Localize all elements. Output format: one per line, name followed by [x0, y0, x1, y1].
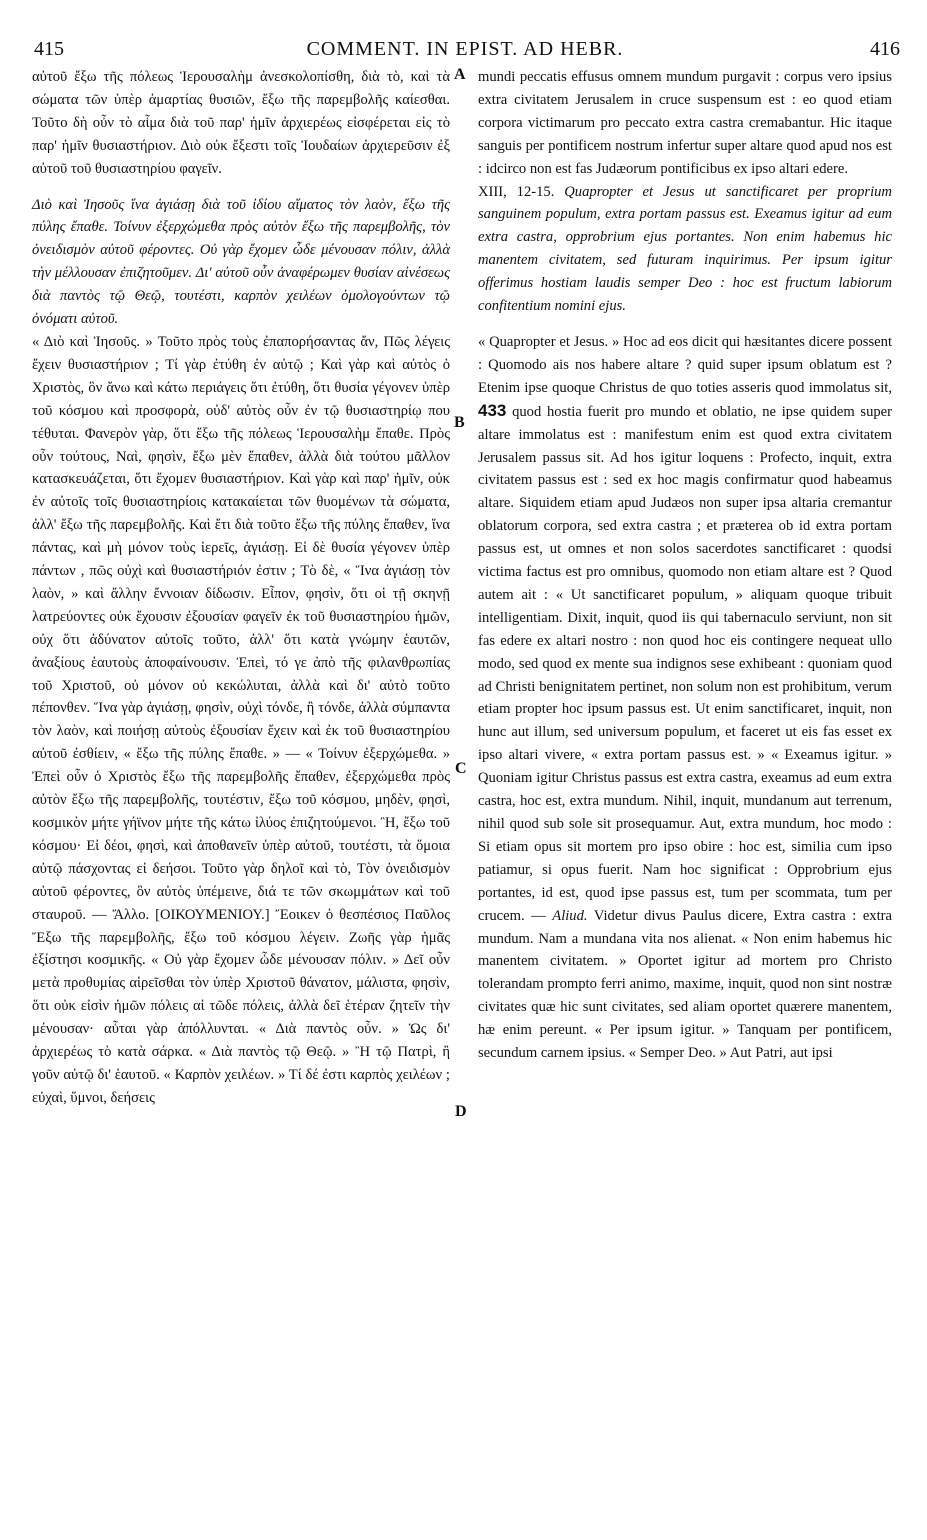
margin-marker-d: D [455, 1103, 467, 1120]
alius-label: Aliud. [552, 907, 588, 924]
greek-scripture-text: Διὸ καὶ Ἰησοῦς ἵνα ἁγιάσῃ διὰ τοῦ ἰδίου αἵματος τὸν λαὸν, ἔξω τῆς πύλης ἔπαθε. Τοίνυν ἐξερχώμεθα πρὸς αὐτὸν ἔξω τῆς παρεμβολῆς, τὸν ὀνειδισμὸν αὐτοῦ φέροντες. Οὐ γὰρ ἔχομεν ὧδε μένουσαν πόλιν, ἀλλὰ τὴν μέλλουσαν ἐπιζητοῦμεν. Δι' αὐτοῦ οὖν ἀναφέρωμεν θυσίαν αἰνέσεως διὰ παντὸς τῷ Θεῷ, τουτέστι, καρπὸν χειλέων ὁμολογούντων τῷ ὀνόματι αὐτοῦ. [32, 196, 450, 328]
latin-scripture-block [478, 181, 892, 318]
margin-marker-c: C [455, 760, 467, 777]
margin-marker-b: B [454, 414, 465, 431]
page-header [30, 38, 900, 68]
latin-commentary-part-2: quod hostia fuerit pro mundo et oblatio, ne ipse quidem super altare immolatus est : manifestum enim est quod extra civitatem Jerusalem passus sit. Ad hos igitur loquens : Profecto, inquit, extra civitatem passus est : sed ex hoc magis confirmatur quod habeamus altare. Siquidem etiam apud Judæos non super ipsa altaria cremantur oblatorum corpora, sed extra castra ; et præterea ob id extra portam passus est, ut omnes et non solos sacerdotes sanctificaret : quodsi victima factus est pro omnibus, quomodo non etiam altare est ? Quod autem ait : « Ut sanctificaret populum, » aliquam quoque tribuit intelligentiam. Dixit, inquit, quod iis qui tabernaculo serviunt, non sit fas edere ex altari nostro : non quod hoc eis contingere nequeat ullo modo, sed quod ex mente sua indignos sese exhibeant : quoniam quod ad Christi benignitatem pertinet, non solum non est prohibitum, verum etiam propter hoc ipsum passus est. Ut enim sanctificaret, inquit, non hunc aut illum, sed universum populum, et faceret ut eis fas esset ex ipso altari vivere, « extra portam passus est. » « Exeamus igitur. » Quoniam igitur Christus passus est extra castra, exeamus ad eum extra castra, hoc est, extra mundum. Nihil, inquit, mundanum aut terrenum, nihil quod sub sole sit prosequamur. Aut, extra mundum, hoc modo : Si etiam opus sit mortem pro ipso obire : hoc est, similia cum ipso patiamur, si opus fuerit. Nam hoc significat : Opprobrium ejus portantes, id est, quod ipse passus est, tum per scommata, tum per crucem. — [478, 403, 892, 924]
page-number-right: 416 [870, 38, 900, 60]
greek-column [32, 66, 450, 1110]
verse-reference: XIII, 12-15. [478, 183, 555, 200]
greek-paragraph-1: αὐτοῦ ἔξω τῆς πόλεως Ἱερουσαλὴμ ἀνεσκολοπίσθη, διὰ τὸ, καὶ τὰ σώματα τῶν ὑπὲρ ἁμαρτίας θυσιῶν, ἔξω τῆς παρεμβολῆς καίεσθαι. Τοῦτο δὴ οὖν τὸ αἷμα διὰ τοῦ παρ' ἡμῖν ἀρχιερέως εἰσφέρεται εἰς τὸ παρ' ἡμῖν θυσιαστήριον. Διὸ οὐκ ἔξεστι τοῖς Ἰουδαίων ἀρχιερεῦσιν ἐξ αὐτοῦ τοῦ θυσιαστηρίου φαγεῖν. [32, 69, 450, 177]
latin-paragraph-1: mundi peccatis effusus omnem mundum purgavit : corpus vero ipsius extra civitatem Jerusalem in cruce suspensum est : eo quod etiam corpora victimarum pro peccato extra castra cremabantur. Hic itaque sanguis per pontificem nostrum infertur super altare quod apud nos est : idcirco non est fas Judæorum pontificibus ex ipso altari edere. [478, 69, 892, 177]
latin-scripture-text: Quapropter et Jesus ut sanctificaret per proprium sanguinem populum, extra portam passus est. Exeamus igitur ad eum extra castra, opprobrium ejus portantes. Non enim habemus hic manentem civitatem, sed futuram inquirimus. Per ipsum igitur offerimus hostiam laudis semper Deo : hoc est fructum labiorum confitentium nomini ejus. [478, 183, 892, 315]
page-number-left: 415 [34, 38, 64, 60]
latin-commentary [478, 331, 892, 1065]
latin-column [478, 66, 892, 1065]
margin-marker-a: A [454, 66, 466, 83]
latin-commentary-part-3: Videtur divus Paulus dicere, Extra castra : extra mundum. Nam a mundana vita nos alienat. « Non enim habemus hic manentem civitatem. » Oportet igitur ad mortem pro Christo tolerandam prompto ferri animo, maxime, inquit, quod non sint nostræ civitates quæ hic sunt civitates, sed aliam oportet quærere manentem, hæ enim pereunt. « Per ipsum igitur. » Tanquam per pontificem, secundum carnem ipsius. « Semper Deo. » Aut Patri, aut ipsi [478, 907, 892, 1062]
column-number: 433 [478, 400, 507, 420]
greek-commentary: « Διὸ καὶ Ἰησοῦς. » Τοῦτο πρὸς τοὺς ἐπαπορήσαντας ἄν, Πῶς λέγεις ἔχειν θυσιαστήριον ; Τί γὰρ ἐτύθη ἐν αὐτῷ ; Καὶ γὰρ καὶ αὐτὸς ὁ Χριστὸς, ὃν ἄνω καὶ κάτω περιάγεις ὅτι ἐτύθη, ὅτι θυσία γέγονεν ὑπὲρ τοῦ κόσμου καὶ προσφορὰ, οὐδ' αὐτὸς οὖν ἐν τῷ θυσιαστηρίῳ που τέθυται. Φανερὸν γὰρ, ὅτι ἔξω τῆς πόλεως Ἱερουσαλὴμ ἔπαθε. Πρὸς οὖν τούτους, Ναὶ, φησὶν, ἔξω μὲν ἔπαθεν, ἀλλὰ διὰ τούτου μᾶλλον κατασκευάζεται, ὅτι ἔχομεν θυσιαστήριον. Καὶ γὰρ καὶ παρ' ἡμῖν, οὐκ ἐν αὐτοῖς τοῖς θυσιαστηρίοις κατακαίεται τῶν θυομένων τὰ σώματα, ἀλλ' ἔξω τῆς παρεμβολῆς. Καὶ ἔτι διὰ τοῦτο ἔξω τῆς πύλης ἔπαθεν, ἵνα πάντας, καὶ μὴ μόνον τοὺς ἱερεῖς, ἁγιάσῃ. Εἰ δὲ θυσία γέγονεν ὑπὲρ πάντων , πῶς οὐχὶ καὶ θυσιαστήριόν ἐστιν ; Τὸ δὲ, « Ἵνα ἁγιάσῃ τὸν λαὸν, » καὶ ἄλλην ἔννοιαν δίδωσιν. Εἶπον, φησὶν, ὅτι οἱ τῇ σκηνῇ λατρεύοντες οὐκ ἔχουσιν ἐξουσίαν φαγεῖν ἐκ τοῦ θυσιαστηρίου ἡμῶν, οὐχ ὅτι ἀδύνατον αὐτοῖς τοῦτο, ἀλλ' ὅτι κατὰ γνώμην ἑαυτῶν, ἀναξίους ἑαυτοὺς ἀποφαίνουσιν. Ἐπεὶ, τό γε ἀπὸ τῆς φιλανθρωπίας τοῦ Χριστοῦ, οὐ μόνον οὐ κεκώλυται, ἀλλὰ καὶ δι' αὐτὸ τοῦτο πέπονθεν. Ἵνα γὰρ ἁγιάσῃ, φησὶν, οὐχὶ τόνδε, ἢ τόνδε, ἀλλὰ σύμπαντα τὸν λαὸν, καὶ ποιήσῃ αὐτοὺς ἐξουσίαν ἔχειν καὶ ἐκ τοῦ θυσιαστηρίου αὐτοῦ ἐσθίειν, « ἔξω τῆς πύλης ἔπαθε. » — « Τοίνυν ἐξερχώμεθα. » Ἐπεὶ οὖν ὁ Χριστὸς ἔξω τῆς παρεμβολῆς ἔπαθεν, ἐξερχώμεθα πρὸς αὐτὸν ἔξω τῆς παρεμβολῆς, τουτέστιν, ἔξω τοῦ κόσμου, μηδὲν, φησὶ, κοσμικὸν μήτε γήϊνον μήτε τῆς κάτω ἰλύος ἐπιζητούμενοι. Ἢ, ἔξω τοῦ κόσμου· Εἰ δέοι, φησὶ, καὶ ἀποθανεῖν ὑπὲρ αὐτοῦ, τουτέστι, τὰ ὅμοια αὐτῷ πάσχοντας εἰ δεήσοι. Τοῦτο γὰρ δηλοῖ καὶ τὸ, Τὸν ὀνειδισμὸν αὐτοῦ φέροντες, ὃν αὐτὸς ὑπέμεινε, διά τε τῶν σκωμμάτων καὶ τοῦ σταυροῦ. — Ἄλλο. [ΟΙΚΟΥΜΕΝΙΟΥ.] Ἔοικεν ὁ θεσπέσιος Παῦλος Ἔξω τῆς παρεμβολῆς, ἔξω τοῦ κόσμου λέγειν. Ζωῆς γὰρ ἡμᾶς ἐξίστησι κοσμικῆς. « Οὐ γὰρ ἔχομεν ὧδε μένουσαν πόλιν. » Δεῖ οὖν μετὰ προθυμίας αἱρεῖσθαι τὸν ὑπὲρ Χριστοῦ θάνατον, μάλιστα, φησὶν, ὅτι οὐκ εἰσὶν ἡμῶν πόλεις αἱ τῶδε πόλεις, ἀλλὰ δεῖ ἑτέραν ζητεῖν τὴν μένουσαν· αὗται γὰρ ἀπόλλυνται. « Διὰ παντὸς οὖν. » Ὡς δι' ἀρχιερέως τὸ κατὰ σάρκα. « Διὰ παντὸς τῷ Θεῷ. » Ἢ τῷ Πατρὶ, ἢ γοῦν αὐτῷ δι' ἑαυτοῦ. « Καρπὸν χειλέων. » Τί δέ ἐστι καρπὸς χειλέων ; εὐχαὶ, ὕμνοι, δεήσεις [32, 333, 450, 1106]
running-title: COMMENT. IN EPIST. AD HEBR. [306, 38, 624, 60]
latin-commentary-part-1: « Quapropter et Jesus. » Hoc ad eos dicit qui hæsitantes dicere possent : Quomodo ais nos habere altare ? quid super ipsum oblatum est ? Etenim ipse quoque Christus de quo toties asseris quod immolatus sit, [478, 333, 892, 396]
